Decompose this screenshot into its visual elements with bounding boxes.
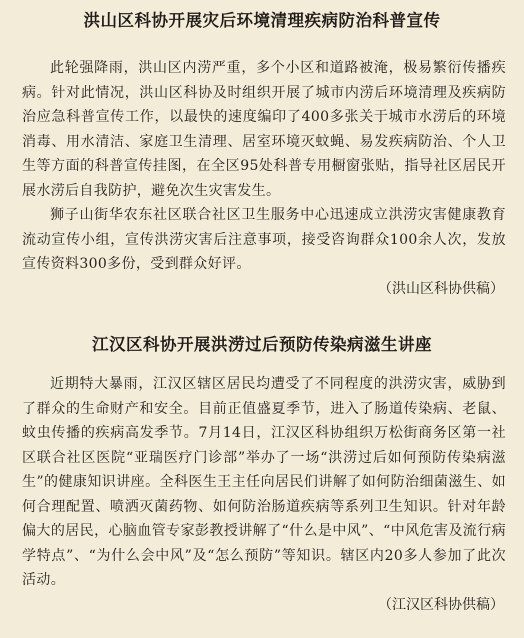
article-2-paragraph-1: 近期特大暴雨，江汉区辖区居民均遭受了不同程度的洪涝灾害，威胁到了群众的生命财产和安全。目前正值盛夏季节，进入了肠道传染病、老鼠、蚊虫传播的疾病高发季节。7月14日，江汉区科协组织万松街商务区第一社区联合社区医院“亚瑞医疗门诊部”举办了一场“洪涝过后如何预防传染病滋生”的健康知识讲座。全科医生王主任向居民们讲解了如何防治细菌滋生、如何合理配置、喷洒灭菌药物、如何防治肠道疾病等系列卫生知识。针对年龄偏大的居民，心脑血管专家彭教授讲解了“什么是中风”、“中风危害及流行病学特点”、“为什么会中风”及“怎么预防”等知识。辖区内20多人参加了此次活动。 — [22, 376, 506, 588]
article-1-paragraph-2: 狮子山街华农东社区联合社区卫生服务中心迅速成立洪涝灾害健康教育流动宣传小组，宣传洪涝灾害后注意事项，接受咨询群众100余人次，发放宣传资料300多份，受到群众好评。 — [22, 207, 506, 272]
article-2-credit: （江汉区科协供稿） — [378, 596, 504, 613]
article-2-title: 江汉区科协开展洪涝过后预防传染病滋生讲座 — [92, 335, 432, 354]
article-1-body — [22, 56, 506, 301]
article-1-credit: （洪山区科协供稿） — [378, 280, 504, 297]
article-2-body — [22, 372, 506, 617]
article-1-paragraph-1: 此轮强降雨，洪山区内涝严重，多个小区和道路被淹，极易繁衍传播疾病。针对此情况，洪山区科协及时组织开展了城市内涝后环境清理及疾病防治应急科普宣传工作，以最快的速度编印了400多张关于城市水涝后的环境消毒、用水清洁、家庭卫生清理、居室环境灭蚊蝇、易发疾病防治、个人卫生等方面的科普宣传挂图，在全区95处科普专用橱窗张贴，指导社区居民开展水涝后自我防护，避免次生灾害发生。 — [22, 60, 506, 199]
article-1-title: 洪山区科协开展灾后环境清理疾病防治科普宣传 — [83, 11, 441, 30]
